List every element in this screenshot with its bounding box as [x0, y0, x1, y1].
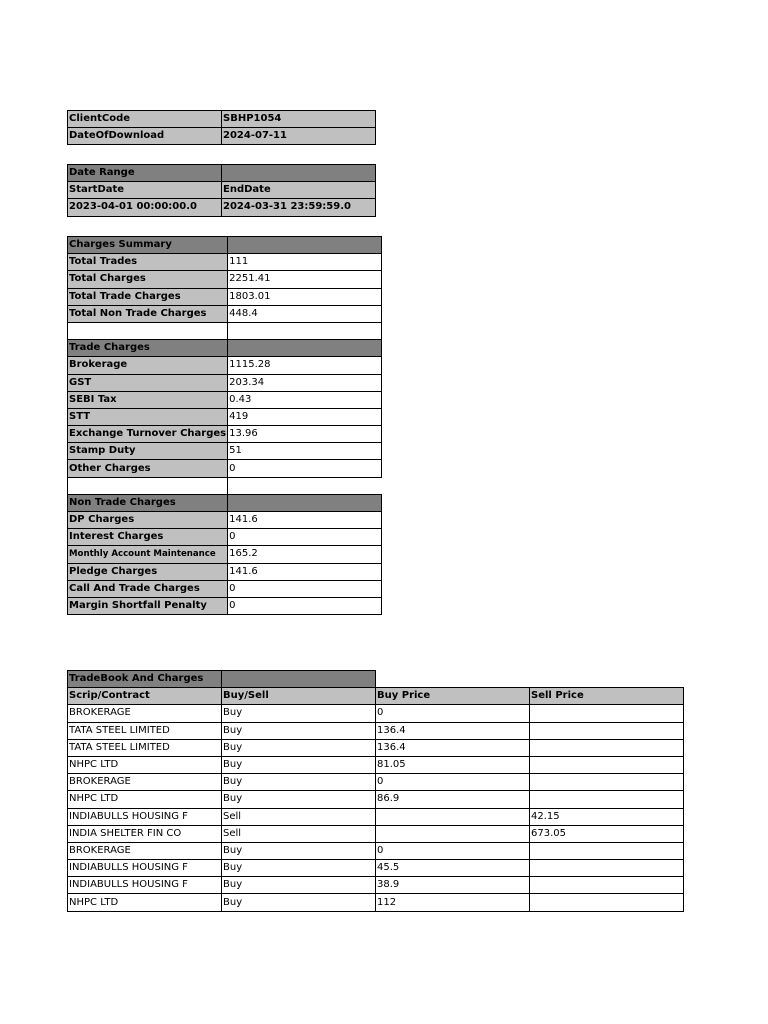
table-row	[68, 808, 684, 825]
scrip-cell: INDIABULLS HOUSING F	[68, 860, 222, 877]
table-row	[68, 825, 684, 842]
summary-row	[68, 305, 382, 322]
side-cell: Buy	[222, 894, 376, 911]
table-row	[68, 842, 684, 859]
end-date-value: 2024-03-31 23:59:59.0	[222, 199, 376, 216]
table-row	[68, 791, 684, 808]
non-trade-charge-label: Margin Shortfall Penalty	[68, 597, 228, 614]
non-trade-charge-value: 0	[228, 529, 382, 546]
side-cell: Buy	[222, 722, 376, 739]
non-trade-charges-header-row	[68, 494, 382, 511]
buy-price-cell: 38.9	[376, 877, 530, 894]
buy-price-cell: 112	[376, 894, 530, 911]
tradebook-title-empty	[530, 671, 684, 688]
trade-charge-value: 0.43	[228, 391, 382, 408]
non-trade-charge-row	[68, 546, 382, 563]
spacer-row	[68, 322, 382, 339]
non-trade-charge-row	[68, 580, 382, 597]
trade-charge-value: 0	[228, 460, 382, 477]
summary-label: Total Charges	[68, 271, 228, 288]
table-row	[68, 860, 684, 877]
table-row	[68, 894, 684, 911]
trade-charge-row	[68, 460, 382, 477]
spacer-cell	[228, 477, 382, 494]
column-header-buy-price: Buy Price	[376, 688, 530, 705]
non-trade-charge-value: 141.6	[228, 563, 382, 580]
trade-charges-header-blank	[228, 340, 382, 357]
client-code-row	[68, 111, 376, 128]
side-cell: Buy	[222, 842, 376, 859]
client-info-table	[67, 110, 376, 145]
scrip-cell: BROKERAGE	[68, 705, 222, 722]
sell-price-cell	[530, 842, 684, 859]
trade-charge-label: Other Charges	[68, 460, 228, 477]
trade-charge-label: Exchange Turnover Charges	[68, 426, 228, 443]
tradebook-title-row	[68, 671, 684, 688]
table-row	[68, 739, 684, 756]
table-row	[68, 756, 684, 773]
end-date-label: EndDate	[222, 182, 376, 199]
sell-price-cell: 42.15	[530, 808, 684, 825]
buy-price-cell: 0	[376, 705, 530, 722]
buy-price-cell	[376, 825, 530, 842]
non-trade-charge-label: Call And Trade Charges	[68, 580, 228, 597]
side-cell: Buy	[222, 705, 376, 722]
sell-price-cell	[530, 877, 684, 894]
table-row	[68, 722, 684, 739]
tradebook-title-empty	[376, 671, 530, 688]
summary-row	[68, 254, 382, 271]
charges-summary-header-blank	[228, 237, 382, 254]
scrip-cell: NHPC LTD	[68, 756, 222, 773]
non-trade-charge-value: 0	[228, 580, 382, 597]
summary-label: Total Trades	[68, 254, 228, 271]
sell-price-cell: 673.05	[530, 825, 684, 842]
trade-charges-header-row	[68, 340, 382, 357]
non-trade-charges-title: Non Trade Charges	[68, 494, 228, 511]
side-cell: Sell	[222, 825, 376, 842]
date-range-labels-row	[68, 182, 376, 199]
side-cell: Buy	[222, 774, 376, 791]
sell-price-cell	[530, 705, 684, 722]
tradebook-title: TradeBook And Charges	[68, 671, 222, 688]
column-header-buy-sell: Buy/Sell	[222, 688, 376, 705]
scrip-cell: TATA STEEL LIMITED	[68, 722, 222, 739]
buy-price-cell: 136.4	[376, 722, 530, 739]
buy-price-cell: 0	[376, 842, 530, 859]
non-trade-charge-row	[68, 597, 382, 614]
summary-label: Total Trade Charges	[68, 288, 228, 305]
scrip-cell: INDIABULLS HOUSING F	[68, 808, 222, 825]
sell-price-cell	[530, 791, 684, 808]
non-trade-charge-label: Interest Charges	[68, 529, 228, 546]
trade-charge-row	[68, 408, 382, 425]
scrip-cell: TATA STEEL LIMITED	[68, 739, 222, 756]
non-trade-charge-label: Monthly Account Maintenance	[68, 546, 228, 563]
side-cell: Buy	[222, 791, 376, 808]
non-trade-charge-value: 0	[228, 597, 382, 614]
non-trade-charges-header-blank	[228, 494, 382, 511]
buy-price-cell: 86.9	[376, 791, 530, 808]
non-trade-charge-row	[68, 512, 382, 529]
tradebook-header-row	[68, 688, 684, 705]
side-cell: Buy	[222, 860, 376, 877]
column-header-scrip: Scrip/Contract	[68, 688, 222, 705]
buy-price-cell: 81.05	[376, 756, 530, 773]
trade-charge-label: STT	[68, 408, 228, 425]
scrip-cell: BROKERAGE	[68, 842, 222, 859]
non-trade-charge-value: 165.2	[228, 546, 382, 563]
trade-charge-value: 13.96	[228, 426, 382, 443]
charges-table	[67, 236, 382, 615]
sell-price-cell	[530, 722, 684, 739]
summary-value: 2251.41	[228, 271, 382, 288]
summary-row	[68, 271, 382, 288]
non-trade-charge-label: Pledge Charges	[68, 563, 228, 580]
trade-charge-row	[68, 374, 382, 391]
trade-charge-row	[68, 357, 382, 374]
download-date-label: DateOfDownload	[68, 128, 222, 145]
scrip-cell: INDIABULLS HOUSING F	[68, 877, 222, 894]
start-date-label: StartDate	[68, 182, 222, 199]
sell-price-cell	[530, 894, 684, 911]
non-trade-charge-label: DP Charges	[68, 512, 228, 529]
table-row	[68, 877, 684, 894]
download-date-value: 2024-07-11	[222, 128, 376, 145]
date-range-header-row	[68, 165, 376, 182]
buy-price-cell	[376, 808, 530, 825]
trade-charge-row	[68, 391, 382, 408]
date-range-values-row	[68, 199, 376, 216]
side-cell: Buy	[222, 756, 376, 773]
trade-charge-value: 51	[228, 443, 382, 460]
non-trade-charge-row	[68, 529, 382, 546]
scrip-cell: INDIA SHELTER FIN CO	[68, 825, 222, 842]
date-range-table	[67, 164, 376, 217]
spacer-cell	[68, 322, 228, 339]
client-code-value: SBHP1054	[222, 111, 376, 128]
buy-price-cell: 45.5	[376, 860, 530, 877]
summary-label: Total Non Trade Charges	[68, 305, 228, 322]
side-cell: Sell	[222, 808, 376, 825]
trade-charge-value: 1115.28	[228, 357, 382, 374]
trade-charge-label: GST	[68, 374, 228, 391]
spacer-cell	[68, 477, 228, 494]
trade-charge-label: Brokerage	[68, 357, 228, 374]
start-date-value: 2023-04-01 00:00:00.0	[68, 199, 222, 216]
non-trade-charge-value: 141.6	[228, 512, 382, 529]
trade-charge-label: SEBI Tax	[68, 391, 228, 408]
sell-price-cell	[530, 860, 684, 877]
sell-price-cell	[530, 774, 684, 791]
tradebook-title-blank	[222, 671, 376, 688]
spacer-cell	[228, 322, 382, 339]
summary-value: 1803.01	[228, 288, 382, 305]
charges-summary-header-row	[68, 237, 382, 254]
client-code-label: ClientCode	[68, 111, 222, 128]
trade-charges-title: Trade Charges	[68, 340, 228, 357]
buy-price-cell: 0	[376, 774, 530, 791]
table-row	[68, 774, 684, 791]
spacer-row	[68, 477, 382, 494]
table-row	[68, 705, 684, 722]
scrip-cell: NHPC LTD	[68, 791, 222, 808]
scrip-cell: NHPC LTD	[68, 894, 222, 911]
summary-row	[68, 288, 382, 305]
column-header-sell-price: Sell Price	[530, 688, 684, 705]
trade-charge-row	[68, 443, 382, 460]
date-range-header-blank	[222, 165, 376, 182]
date-range-title: Date Range	[68, 165, 222, 182]
non-trade-charge-row	[68, 563, 382, 580]
trade-charge-value: 419	[228, 408, 382, 425]
trade-charge-value: 203.34	[228, 374, 382, 391]
side-cell: Buy	[222, 739, 376, 756]
trade-charge-row	[68, 426, 382, 443]
download-date-row	[68, 128, 376, 145]
sell-price-cell	[530, 756, 684, 773]
tradebook-table	[67, 670, 684, 912]
summary-value: 111	[228, 254, 382, 271]
summary-value: 448.4	[228, 305, 382, 322]
trade-charge-label: Stamp Duty	[68, 443, 228, 460]
sell-price-cell	[530, 739, 684, 756]
charges-summary-title: Charges Summary	[68, 237, 228, 254]
side-cell: Buy	[222, 877, 376, 894]
scrip-cell: BROKERAGE	[68, 774, 222, 791]
buy-price-cell: 136.4	[376, 739, 530, 756]
